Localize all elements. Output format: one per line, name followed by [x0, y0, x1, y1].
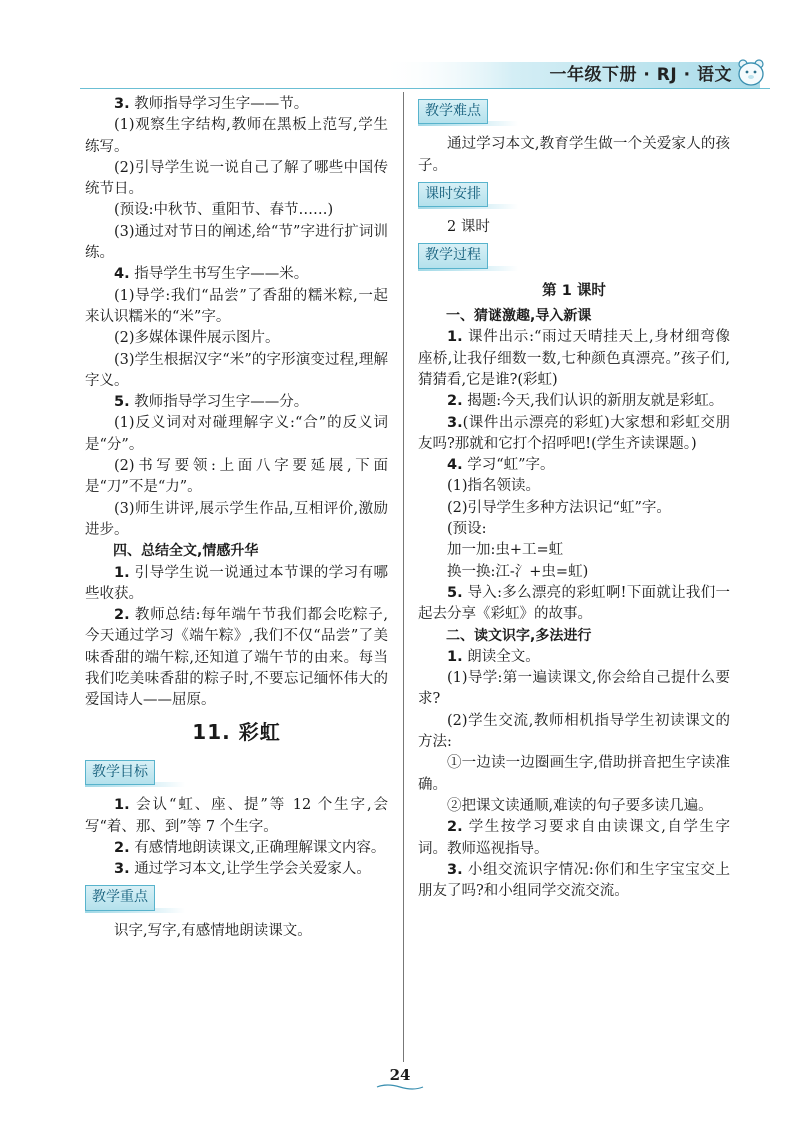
paragraph-text: 揭题:今天,我们认识的新朋友就是彩虹。: [462, 393, 724, 410]
header-rule: [80, 88, 770, 89]
paragraph-text: (2)学生交流,教师相机指导学生初读课文的方法:: [418, 712, 730, 751]
paragraph: [85, 286, 388, 329]
header-title: 一年级下册 · RJ · 语文: [549, 65, 732, 85]
paragraph: [85, 563, 388, 606]
section-tag: 课时安排: [418, 182, 488, 207]
paragraph: [85, 264, 388, 285]
section-heading: [85, 541, 388, 562]
paragraph: [418, 796, 730, 817]
paragraph: [85, 838, 388, 859]
section-tag: 教学重点: [85, 885, 155, 910]
column-divider: [403, 92, 404, 1062]
item-number: 3.: [114, 861, 130, 878]
paragraph-text: 教师指导学习生字——分。: [129, 394, 309, 411]
paragraph: [418, 647, 730, 668]
paragraph-text: (预设:中秋节、重阳节、春节……): [114, 202, 334, 219]
paragraph-text: 一、猜谜激趣,导入新课: [446, 308, 592, 325]
paragraph-text: (1)观察生字结构,教师在黑板上范写,学生练写。: [85, 117, 388, 155]
paragraph: [418, 562, 730, 583]
paragraph: [418, 583, 730, 626]
paragraph: [85, 795, 388, 838]
paragraph-text: 通过学习本文,教育学生做一个关爱家人的孩子。: [418, 136, 730, 174]
paragraph-text: 换一换:江-氵+虫=虹): [447, 563, 589, 580]
paragraph-text: 通过学习本文,让学生学会关爱家人。: [129, 861, 371, 878]
paragraph: [418, 134, 730, 177]
paragraph: [85, 158, 388, 201]
item-number: 4.: [447, 457, 463, 474]
item-number: 2.: [114, 607, 130, 624]
paragraph-text: ①一边读一边圈画生字,借助拼音把生字读准确。: [418, 755, 730, 793]
paragraph: [85, 605, 388, 711]
paragraph: [418, 327, 730, 391]
paragraph-text: (2)引导学生说一说自己了解了哪些中国传统节日。: [85, 159, 388, 198]
paragraph-text: (1)导学:第一遍读课文,你会给自己提什么要求?: [418, 670, 730, 708]
paragraph-text: 引导学生说一说通过本节课的学习有哪些收获。: [85, 564, 388, 602]
paragraph: [85, 921, 388, 942]
item-number: 3.: [447, 414, 463, 431]
section-tag: 教学难点: [418, 99, 488, 124]
section-heading: [418, 306, 730, 327]
item-number: 4.: [114, 266, 130, 283]
paragraph-text: (1)指名领读。: [447, 478, 541, 495]
paragraph: [85, 350, 388, 393]
paragraph-text: 小组交流识字情况:你们和生字宝宝交上朋友了吗?和小组同学交流交流。: [418, 861, 730, 900]
paragraph: [85, 222, 388, 265]
paragraph: [418, 668, 730, 711]
paragraph: [418, 519, 730, 540]
section-heading: [418, 626, 730, 647]
paragraph: [85, 859, 388, 880]
paragraph-text: 会认“虹、座、提”等 12 个生字,会写“着、那、到”等 7 个生字。: [85, 797, 388, 835]
item-number: 2.: [447, 393, 463, 410]
paragraph: [418, 753, 730, 796]
paragraph-text: (1)导学:我们“品尝”了香甜的糯米粽,一起来认识糯米的“米”字。: [85, 287, 388, 325]
paragraph: [85, 94, 388, 115]
item-number: 3.: [447, 861, 463, 878]
paragraph-text: 课件出示:“雨过天晴挂天上,身材细弯像座桥,让我仔细数一数,七种颜色真漂亮。”孩子们,猜猜看,它是谁?(彩虹): [418, 329, 730, 388]
paragraph-text: (2)多媒体课件展示图片。: [114, 330, 280, 347]
item-number: 2.: [447, 819, 463, 836]
paragraph-text: (3)通过对节日的阐述,给“节”字进行扩词训练。: [85, 223, 388, 262]
page-number: 24: [389, 1066, 411, 1084]
item-number: 5.: [447, 584, 463, 601]
paragraph: [418, 476, 730, 497]
bear-mascot-icon: [736, 56, 766, 88]
page-number-ornament: [375, 1083, 425, 1091]
paragraph-text: 导入:多么漂亮的彩虹啊!下面就让我们一起去分享《彩虹》的故事。: [418, 584, 730, 623]
paragraph: [418, 540, 730, 561]
paragraph: [418, 860, 730, 903]
paragraph: [85, 499, 388, 542]
paragraph: [418, 391, 730, 412]
paragraph-text: (3)师生讲评,展示学生作品,互相评价,激励进步。: [85, 500, 388, 538]
right-column: [418, 94, 730, 902]
period-heading: 第 1 课时: [542, 282, 606, 299]
paragraph-text: (2)引导学生多种方法识记“虹”字。: [447, 499, 671, 516]
left-column: [85, 94, 388, 942]
paragraph-text: (3)学生根据汉字“米”的字形演变过程,理解字义。: [85, 351, 388, 389]
paragraph-text: (1)反义词对对碰理解字义:“合”的反义词是“分”。: [85, 415, 388, 453]
paragraph-text: 教师指导学习生字——节。: [129, 96, 309, 112]
item-number: 1.: [114, 797, 130, 814]
item-number: 2.: [114, 839, 130, 856]
paragraph-text: 学生按学习要求自由读课文,自学生字词。教师巡视指导。: [418, 819, 730, 857]
paragraph-text: ②把课文读通顺,难读的句子要多读几遍。: [447, 797, 713, 814]
paragraph: [85, 328, 388, 349]
lesson-title: 11. 彩虹: [192, 719, 281, 744]
paragraph-text: 四、总结全文,情感升华: [113, 543, 259, 560]
item-number: 5.: [114, 394, 130, 411]
section-tag: 教学目标: [85, 760, 155, 785]
paragraph-text: (预设:: [447, 521, 487, 538]
paragraph: [85, 392, 388, 413]
paragraph-text: 朗读全文。: [462, 648, 540, 665]
paragraph-text: 有感情地朗读课文,正确理解课文内容。: [129, 839, 386, 856]
paragraph: [418, 455, 730, 476]
paragraph-text: 二、读文识字,多法进行: [446, 627, 592, 644]
item-number: 3.: [114, 96, 130, 112]
section-tag: 教学过程: [418, 243, 488, 268]
paragraph-text: 指导学生书写生字——米。: [129, 266, 309, 283]
paragraph-text: 识字,写字,有感情地朗读课文。: [114, 922, 312, 939]
paragraph-text: 教师总结:每年端午节我们都会吃粽子,今天通过学习《端午粽》,我们不仅“品尝”了美味香甜的端午粽,还知道了端午节的由来。每当我们吃美味香甜的粽子时,不要忘记缅怀伟大的爱国诗人——屈原。: [85, 607, 388, 709]
paragraph: [85, 115, 388, 158]
paragraph-text: 2 课时: [447, 219, 490, 236]
item-number: 1.: [114, 564, 130, 581]
paragraph: [418, 498, 730, 519]
paragraph: [85, 200, 388, 221]
paragraph-text: (课件出示漂亮的彩虹)大家想和彩虹交朋友吗?那就和它打个招呼吧!(学生齐读课题。): [418, 414, 730, 452]
paragraph: [418, 817, 730, 860]
item-number: 1.: [447, 329, 463, 346]
paragraph-text: 加一加:虫+工=虹: [447, 542, 564, 559]
paragraph: [85, 413, 388, 456]
paragraph: [85, 456, 388, 499]
paragraph-text: 学习“虹”字。: [462, 457, 555, 474]
paragraph: [418, 217, 730, 238]
paragraph: [418, 711, 730, 754]
paragraph-text: (2)书写要领:上面八字要延展,下面是“刀”不是“力”。: [85, 458, 388, 496]
item-number: 1.: [447, 648, 463, 665]
paragraph: [418, 413, 730, 456]
